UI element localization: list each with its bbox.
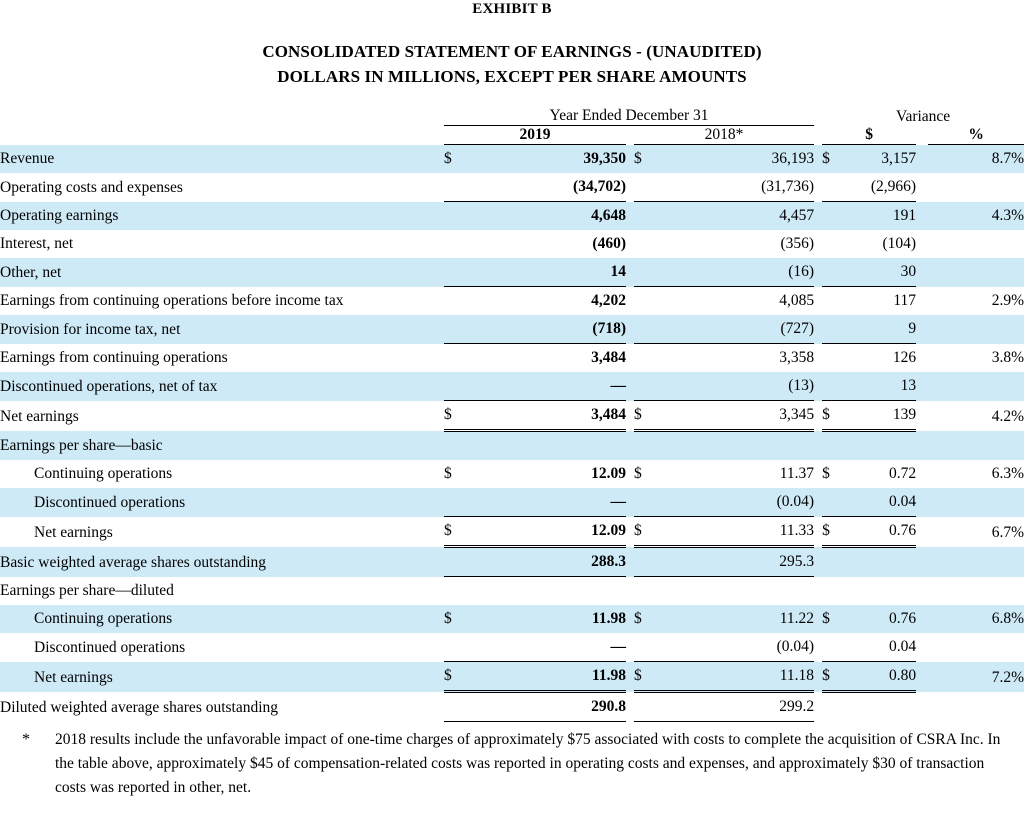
row-gap-3 [916, 692, 928, 722]
row-gap-1 [626, 401, 634, 431]
row-currency-variance [822, 692, 846, 722]
row-value-2019: 12.09 [472, 517, 626, 547]
row-value-percent [928, 315, 1024, 344]
page-title-line1: CONSOLIDATED STATEMENT OF EARNINGS - (UNAUDITED) [262, 42, 762, 61]
row-gap-3 [916, 547, 928, 577]
table-row [0, 460, 1024, 488]
row-value-2019: — [472, 372, 626, 401]
row-gap-1 [626, 692, 634, 722]
row-gap-3 [916, 145, 928, 174]
row-currency-variance: $ [822, 517, 846, 547]
row-gap-3 [916, 173, 928, 202]
table-row [0, 315, 1024, 344]
earnings-table [0, 107, 1024, 722]
row-value-variance: (2,966) [846, 173, 916, 202]
row-gap-2 [814, 287, 822, 316]
row-gap-3 [916, 517, 928, 547]
row-label: Net earnings [34, 668, 113, 686]
header-spacer3 [0, 126, 444, 145]
header-gap3 [916, 126, 928, 145]
row-value-2018: 11.37 [779, 465, 815, 483]
row-label: Diluted weighted average shares outstanding [0, 698, 279, 716]
row-value-2019: 11.98 [472, 662, 626, 692]
table-row [0, 605, 1024, 633]
row-gap-3 [916, 315, 928, 344]
row-gap-1 [626, 372, 634, 401]
row-label: Interest, net [0, 235, 74, 253]
row-currency-2019 [444, 577, 472, 606]
table-row [0, 488, 1024, 517]
row-value-2018: 295.3 [662, 547, 814, 577]
row-currency-2019: $ [444, 662, 472, 692]
row-gap-2 [814, 460, 822, 488]
row-gap-2 [814, 488, 822, 517]
row-currency-2018 [634, 202, 662, 231]
row-value-2018: (356) [780, 235, 815, 253]
row-value-variance: 117 [893, 292, 917, 310]
row-currency-variance [822, 488, 846, 517]
row-currency-2018: $ [634, 610, 642, 628]
row-value-2019 [472, 431, 626, 461]
row-value-2019: 3,484 [472, 401, 626, 431]
row-currency-2018: $ [634, 517, 662, 547]
row-value-variance: 0.04 [846, 633, 916, 662]
row-value-percent [928, 173, 1024, 202]
row-gap-1 [626, 662, 634, 692]
row-value-2019: 4,648 [591, 207, 626, 225]
row-value-2019: 3,484 [591, 349, 626, 367]
exhibit-label: EXHIBIT B [472, 1, 552, 17]
row-gap-1 [626, 258, 634, 287]
row-value-variance: 0.80 [846, 662, 916, 692]
row-label: Operating earnings [0, 207, 119, 225]
row-gap-3 [916, 605, 928, 633]
row-currency-variance: $ [822, 662, 846, 692]
row-currency-2018 [634, 431, 662, 461]
row-gap-1 [626, 344, 634, 373]
row-value-percent [928, 488, 1024, 517]
row-label: Provision for income tax, net [0, 320, 181, 338]
row-currency-2019 [444, 258, 472, 287]
row-gap-2 [814, 577, 822, 606]
row-currency-variance: $ [822, 150, 830, 168]
table-row [0, 633, 1024, 662]
row-value-2019 [472, 577, 626, 606]
row-currency-variance [822, 344, 846, 373]
row-currency-2018 [634, 692, 662, 722]
row-currency-2018 [634, 287, 662, 316]
row-gap-3 [916, 662, 928, 692]
row-value-2018: (16) [662, 258, 814, 287]
row-currency-variance [822, 287, 846, 316]
row-currency-2018 [634, 577, 662, 606]
row-gap-2 [814, 173, 822, 202]
row-currency-2018 [634, 173, 662, 202]
row-label: Operating costs and expenses [0, 178, 183, 196]
row-gap-2 [814, 547, 822, 577]
row-gap-1 [626, 547, 634, 577]
row-value-variance: 0.76 [888, 610, 917, 628]
row-label: Net earnings [34, 523, 113, 541]
row-currency-2019 [444, 431, 472, 461]
row-currency-variance: $ [822, 401, 846, 431]
row-currency-variance: $ [822, 465, 830, 483]
footnote-marker: * [22, 731, 30, 748]
row-gap-2 [814, 230, 822, 258]
row-value-variance: 191 [892, 207, 917, 225]
row-value-variance: 9 [846, 315, 916, 344]
row-currency-2018: $ [634, 401, 662, 431]
row-value-2019: — [472, 633, 626, 662]
row-currency-2019 [444, 315, 472, 344]
table-row [0, 372, 1024, 401]
row-currency-2019 [444, 372, 472, 401]
row-currency-2019 [444, 202, 472, 231]
row-currency-2019: $ [444, 517, 472, 547]
row-currency-2019 [444, 633, 472, 662]
table-row [0, 401, 1024, 431]
row-value-2018: 4,085 [779, 292, 815, 310]
row-value-percent [928, 372, 1024, 401]
row-currency-2018 [634, 488, 662, 517]
row-gap-3 [916, 401, 928, 431]
row-value-percent: 7.2% [991, 668, 1024, 686]
row-gap-1 [626, 230, 634, 258]
row-label: Earnings from continuing operations [0, 349, 228, 367]
row-currency-variance [822, 173, 846, 202]
row-value-2018 [662, 431, 814, 461]
row-value-percent [928, 692, 1024, 722]
row-label: Discontinued operations [34, 638, 186, 656]
row-value-percent: 6.7% [991, 523, 1024, 541]
row-value-2019: 290.8 [472, 692, 626, 722]
table-row [0, 517, 1024, 547]
row-currency-variance [822, 431, 846, 461]
row-value-2018: (727) [662, 315, 814, 344]
row-currency-2018 [634, 258, 662, 287]
row-value-2019: 288.3 [472, 547, 626, 577]
row-value-2019: 12.09 [591, 465, 626, 483]
header-variance: Variance [895, 107, 951, 125]
row-gap-3 [916, 577, 928, 606]
table-row [0, 230, 1024, 258]
row-gap-1 [626, 460, 634, 488]
row-value-2018: (13) [662, 372, 814, 401]
row-value-percent [928, 633, 1024, 662]
row-label: Earnings per share—basic [0, 437, 163, 455]
row-value-percent: 3.8% [991, 349, 1024, 367]
row-value-2018: 299.2 [662, 692, 814, 722]
row-gap-2 [814, 372, 822, 401]
row-value-2019: 11.98 [591, 610, 626, 628]
row-currency-2019 [444, 173, 472, 202]
row-currency-variance [822, 372, 846, 401]
header-spacer2 [814, 107, 822, 126]
table-row [0, 145, 1024, 174]
row-gap-3 [916, 633, 928, 662]
row-gap-3 [916, 287, 928, 316]
page-title [0, 40, 1024, 89]
row-gap-3 [916, 372, 928, 401]
row-value-variance: (104) [882, 235, 917, 253]
row-value-percent: 8.7% [991, 150, 1024, 168]
row-value-2019: (460) [592, 235, 626, 253]
row-gap-1 [626, 577, 634, 606]
header-col-2018: 2018* [634, 126, 814, 145]
row-value-percent: 2.9% [991, 292, 1024, 310]
header-gap1 [626, 126, 634, 145]
row-value-2018: (31,736) [662, 173, 814, 202]
row-currency-2019 [444, 287, 472, 316]
row-value-2019: 4,202 [591, 292, 626, 310]
row-currency-2018 [634, 230, 662, 258]
row-value-percent [928, 431, 1024, 461]
table-row [0, 173, 1024, 202]
page-title-line2: DOLLARS IN MILLIONS, EXCEPT PER SHARE AMOUNTS [277, 66, 747, 86]
row-value-percent: 6.3% [991, 465, 1024, 483]
row-label: Earnings from continuing operations before income tax [0, 292, 344, 310]
row-value-2018: 3,345 [662, 401, 814, 431]
table-row [0, 692, 1024, 722]
row-value-variance [846, 577, 916, 606]
row-value-variance [846, 431, 916, 461]
row-value-percent [928, 230, 1024, 258]
row-value-variance: 3,157 [881, 150, 917, 168]
row-value-variance: 0.76 [846, 517, 916, 547]
row-label: Discontinued operations, net of tax [0, 377, 218, 395]
row-value-variance: 13 [846, 372, 916, 401]
row-label: Net earnings [0, 407, 79, 425]
row-currency-2018 [634, 547, 662, 577]
row-gap-2 [814, 401, 822, 431]
header-col-2019: 2019 [444, 126, 626, 145]
row-currency-variance [822, 577, 846, 606]
table-header-groups [0, 107, 1024, 126]
row-gap-3 [916, 344, 928, 373]
row-currency-2018 [634, 315, 662, 344]
row-value-variance: 139 [846, 401, 916, 431]
footnote-text: 2018 results include the unfavorable impact of one-time charges of approximately $75 associated with costs to complete the acquisition of CSRA Inc. In the table above, approximately $45 of compensation-related costs was reported in operating costs and expenses, and approximately $30 of transaction costs was reported in other, net. [55, 731, 1001, 797]
row-currency-2019: $ [444, 610, 452, 628]
row-value-percent [928, 577, 1024, 606]
row-gap-3 [916, 202, 928, 231]
row-gap-1 [626, 488, 634, 517]
row-gap-3 [916, 460, 928, 488]
table-row [0, 202, 1024, 231]
header-spacer [0, 107, 444, 126]
row-gap-2 [814, 258, 822, 287]
table-row [0, 662, 1024, 692]
row-value-2019: — [472, 488, 626, 517]
row-value-variance [846, 692, 916, 722]
table-row [0, 344, 1024, 373]
row-currency-variance [822, 315, 846, 344]
header-var-dollar: $ [822, 126, 916, 145]
row-currency-2019: $ [444, 150, 452, 168]
table-header-columns [0, 126, 1024, 145]
row-gap-1 [626, 315, 634, 344]
row-value-percent: 6.8% [991, 610, 1024, 628]
row-label: Continuing operations [34, 610, 173, 628]
header-gap2 [814, 126, 822, 145]
row-value-2018: (0.04) [662, 488, 814, 517]
row-value-2018: 11.18 [662, 662, 814, 692]
row-value-variance [846, 547, 916, 577]
row-value-2018: 4,457 [779, 207, 815, 225]
row-gap-2 [814, 662, 822, 692]
footnote [22, 728, 1007, 800]
row-gap-2 [814, 692, 822, 722]
row-gap-1 [626, 605, 634, 633]
row-value-variance: 0.72 [888, 465, 917, 483]
row-gap-1 [626, 431, 634, 461]
row-gap-2 [814, 145, 822, 174]
row-gap-2 [814, 344, 822, 373]
row-gap-1 [626, 202, 634, 231]
row-gap-1 [626, 517, 634, 547]
row-gap-2 [814, 202, 822, 231]
row-value-2018: 11.33 [662, 517, 814, 547]
row-value-2019: 14 [472, 258, 626, 287]
row-label: Discontinued operations [34, 493, 186, 511]
row-gap-3 [916, 431, 928, 461]
row-gap-1 [626, 173, 634, 202]
header-period: Year Ended December 31 [444, 107, 814, 126]
row-value-variance: 126 [892, 349, 917, 367]
table-row [0, 431, 1024, 461]
row-value-2019: 39,350 [583, 150, 626, 168]
row-currency-2019 [444, 344, 472, 373]
row-currency-2018: $ [634, 662, 662, 692]
row-value-variance: 0.04 [846, 488, 916, 517]
row-currency-variance: $ [822, 610, 830, 628]
row-gap-2 [814, 315, 822, 344]
row-currency-2019: $ [444, 465, 452, 483]
table-row [0, 287, 1024, 316]
row-value-variance: 30 [846, 258, 916, 287]
row-currency-variance [822, 230, 846, 258]
row-gap-1 [626, 145, 634, 174]
row-currency-2018: $ [634, 465, 642, 483]
row-currency-2018 [634, 372, 662, 401]
row-value-2019: (34,702) [472, 173, 626, 202]
table-row [0, 547, 1024, 577]
row-value-percent: 4.2% [991, 407, 1024, 425]
row-value-2019: (718) [472, 315, 626, 344]
row-value-2018: (0.04) [662, 633, 814, 662]
row-value-percent: 4.3% [991, 207, 1024, 225]
row-gap-2 [814, 633, 822, 662]
row-label: Continuing operations [34, 465, 173, 483]
table-row [0, 258, 1024, 287]
table-row [0, 577, 1024, 606]
row-gap-2 [814, 517, 822, 547]
row-currency-2018: $ [634, 150, 642, 168]
row-gap-2 [814, 605, 822, 633]
row-gap-1 [626, 287, 634, 316]
header-var-percent: % [928, 126, 1024, 145]
row-label: Basic weighted average shares outstanding [0, 553, 266, 571]
row-label: Other, net [0, 263, 62, 281]
row-currency-variance [822, 202, 846, 231]
row-gap-3 [916, 230, 928, 258]
row-currency-2019 [444, 488, 472, 517]
row-value-percent [928, 258, 1024, 287]
row-currency-variance [822, 258, 846, 287]
row-currency-2019 [444, 692, 472, 722]
row-currency-2018 [634, 344, 662, 373]
row-currency-2019 [444, 230, 472, 258]
row-value-2018: 36,193 [771, 150, 815, 168]
row-value-percent [928, 547, 1024, 577]
row-currency-2019 [444, 547, 472, 577]
row-gap-2 [814, 431, 822, 461]
row-gap-3 [916, 488, 928, 517]
row-label: Revenue [0, 150, 55, 168]
row-label: Earnings per share—diluted [0, 582, 174, 600]
row-gap-1 [626, 633, 634, 662]
row-currency-2018 [634, 633, 662, 662]
row-currency-variance [822, 633, 846, 662]
row-currency-2019: $ [444, 401, 472, 431]
row-value-2018: 3,358 [779, 349, 815, 367]
row-value-2018: 11.22 [779, 610, 815, 628]
row-value-2018 [662, 577, 814, 606]
row-gap-3 [916, 258, 928, 287]
row-currency-variance [822, 547, 846, 577]
